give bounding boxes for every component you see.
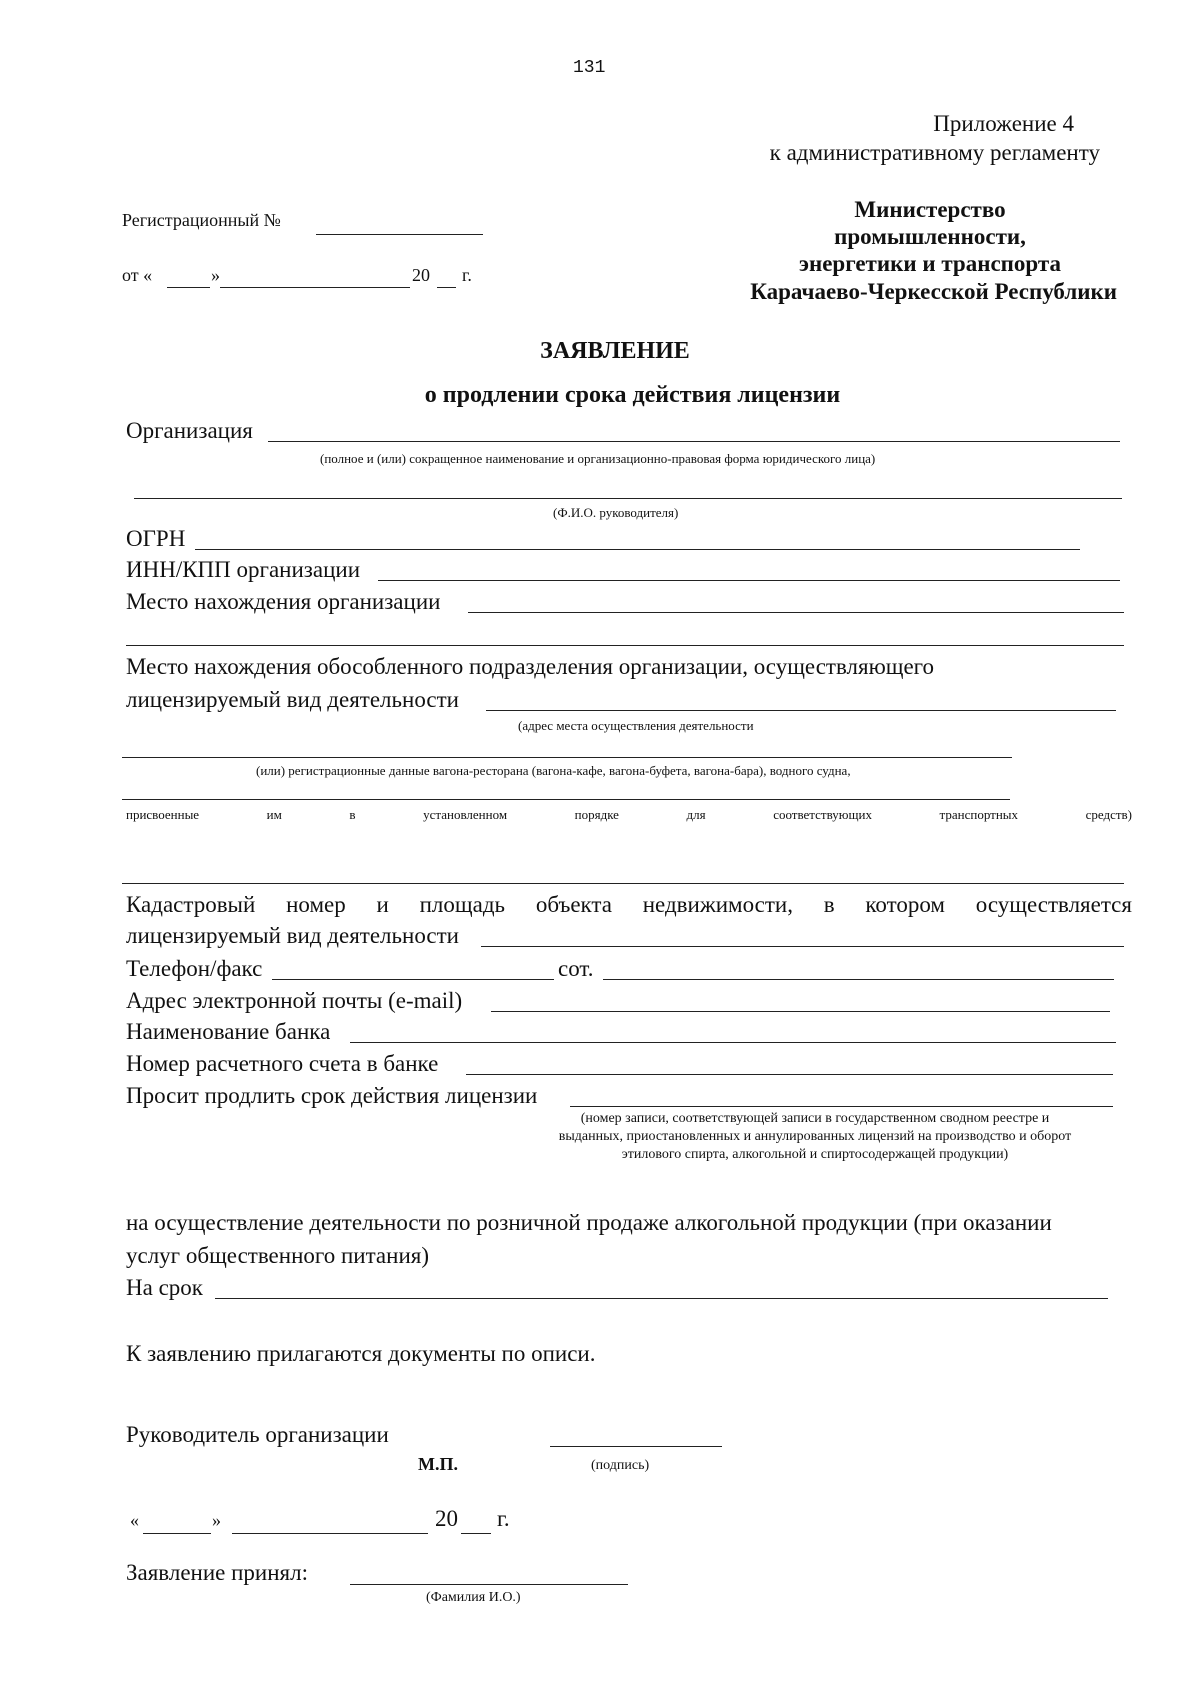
extend-label: Просит продлить срок действия лицензии [126, 1083, 538, 1108]
sign-date-mid: » [212, 1510, 221, 1530]
address-hint: (адрес места осуществления деятельности [518, 718, 754, 733]
cadastral-label-word: недвижимости, [642, 892, 793, 917]
accepted-name-hint: (Фамилия И.О.) [426, 1590, 521, 1605]
inn-kpp-field[interactable] [378, 580, 1120, 581]
organization-field[interactable] [268, 441, 1120, 442]
subdivision-field[interactable] [486, 710, 1116, 711]
signature-field[interactable] [550, 1446, 722, 1447]
subdivision-label-line-1: Место нахождения обособленного подразделения организации, осуществляющего [126, 654, 935, 679]
cadastral-label-word: и [376, 892, 389, 917]
registration-year-field[interactable] [437, 287, 456, 288]
cadastral-label-line-2: лицензируемый вид деятельности [126, 923, 459, 948]
organization-label: Организация [126, 418, 253, 443]
wagon-hint: (или) регистрационные данные вагона-ресторана (вагона-кафе, вагона-буфета, вагона-бара), водного судна, [256, 763, 851, 778]
cadastral-label-word: площадь [419, 892, 506, 917]
assigned-hint-word: им [266, 807, 282, 822]
registration-date-mid: » [211, 265, 220, 285]
sign-year-prefix: 20 [435, 1506, 458, 1531]
director-signature-label: Руководитель организации [126, 1422, 389, 1447]
page-number: 131 [573, 58, 606, 78]
cadastral-label-word: осуществляется [975, 892, 1132, 917]
cadastral-label-word: объекта [535, 892, 612, 917]
activity-line-2: услуг общественного питания) [126, 1243, 429, 1268]
assigned-hint-word: установленном [423, 807, 508, 822]
cadastral-label-word: Кадастровый [126, 892, 256, 917]
assigned-hint [126, 807, 1132, 823]
extend-field[interactable] [570, 1106, 1113, 1107]
director-field[interactable] [134, 498, 1122, 499]
bank-label: Наименование банка [126, 1019, 331, 1044]
extend-hint-line-1: (номер записи, соответствующей записи в государственном сводном реестре и [580, 1111, 1050, 1126]
mobile-field[interactable] [603, 979, 1114, 980]
signature-hint: (подпись) [591, 1458, 650, 1473]
extend-hint-line-2: выданных, приостановленных и аннулированных лицензий на производство и оборот [558, 1129, 1072, 1144]
appendix-number: Приложение 4 [933, 111, 1074, 136]
registration-number-field[interactable] [316, 234, 483, 235]
cadastral-label-word: в [823, 892, 835, 917]
sign-day-field[interactable] [143, 1533, 211, 1534]
account-label: Номер расчетного счета в банке [126, 1051, 439, 1076]
sign-year-field[interactable] [461, 1533, 491, 1534]
sign-year-suffix: г. [497, 1506, 510, 1531]
wagon-field[interactable] [122, 799, 1010, 800]
ogrn-field[interactable] [195, 549, 1080, 550]
ministry-line-4: Карачаево-Черкесской Республики [750, 279, 1117, 304]
accepted-name-field[interactable] [350, 1584, 628, 1585]
document-subtitle: о продлении срока действия лицензии [424, 382, 841, 408]
location-field-extra[interactable] [126, 645, 1124, 646]
mobile-label: сот. [558, 956, 594, 981]
sign-date-open: « [130, 1510, 139, 1530]
cadastral-label-line-1 [126, 892, 1132, 918]
ministry-line-2: промышленности, [834, 224, 1026, 249]
attachments-text: К заявлению прилагаются документы по описи. [126, 1341, 596, 1366]
ministry-line-1: Министерство [854, 197, 1006, 222]
assigned-hint-word: транспортных [939, 807, 1019, 822]
bank-field[interactable] [350, 1042, 1116, 1043]
email-label: Адрес электронной почты (e-mail) [126, 988, 463, 1013]
assigned-hint-word: порядке [574, 807, 619, 822]
email-field[interactable] [491, 1011, 1110, 1012]
transport-field[interactable] [122, 883, 1124, 884]
cadastral-field[interactable] [481, 946, 1124, 947]
ministry-line-3: энергетики и транспорта [799, 251, 1061, 276]
phone-field[interactable] [272, 979, 554, 980]
organization-hint: (полное и (или) сокращенное наименование и организационно-правовая форма юридического лица) [320, 451, 876, 466]
account-field[interactable] [466, 1074, 1113, 1075]
ogrn-label: ОГРН [126, 526, 186, 551]
document-title: ЗАЯВЛЕНИЕ [540, 338, 690, 364]
location-label: Место нахождения организации [126, 589, 441, 614]
registration-year-prefix: 20 [412, 265, 430, 285]
extend-hint-line-3: этилового спирта, алкогольной и спиртосодержащей продукции) [621, 1147, 1009, 1162]
appendix-regulation: к административному регламенту [769, 140, 1100, 165]
registration-number-label: Регистрационный № [122, 210, 281, 230]
accepted-label: Заявление принял: [126, 1560, 309, 1585]
cadastral-label-word: номер [286, 892, 346, 917]
term-label: На срок [126, 1275, 203, 1300]
stamp-label: М.П. [418, 1454, 458, 1474]
location-field[interactable] [468, 612, 1124, 613]
activity-line-1: на осуществление деятельности по розничной продаже алкогольной продукции (при оказании [126, 1210, 1052, 1235]
registration-date-open: от « [122, 265, 153, 285]
registration-year-suffix: г. [462, 265, 472, 285]
assigned-hint-word: присвоенные [126, 807, 200, 822]
registration-month-field[interactable] [220, 287, 410, 288]
phone-label: Телефон/факс [126, 956, 263, 981]
assigned-hint-word: для [686, 807, 706, 822]
assigned-hint-word: средств) [1085, 807, 1132, 822]
subdivision-label-line-2: лицензируемый вид деятельности [126, 687, 459, 712]
sign-month-field[interactable] [232, 1533, 428, 1534]
address-field[interactable] [122, 757, 1012, 758]
inn-kpp-label: ИНН/КПП организации [126, 557, 361, 582]
director-hint: (Ф.И.О. руководителя) [553, 505, 679, 520]
cadastral-label-word: котором [865, 892, 945, 917]
term-field[interactable] [215, 1298, 1108, 1299]
registration-day-field[interactable] [167, 287, 210, 288]
assigned-hint-word: в [349, 807, 356, 822]
assigned-hint-word: соответствующих [773, 807, 872, 822]
